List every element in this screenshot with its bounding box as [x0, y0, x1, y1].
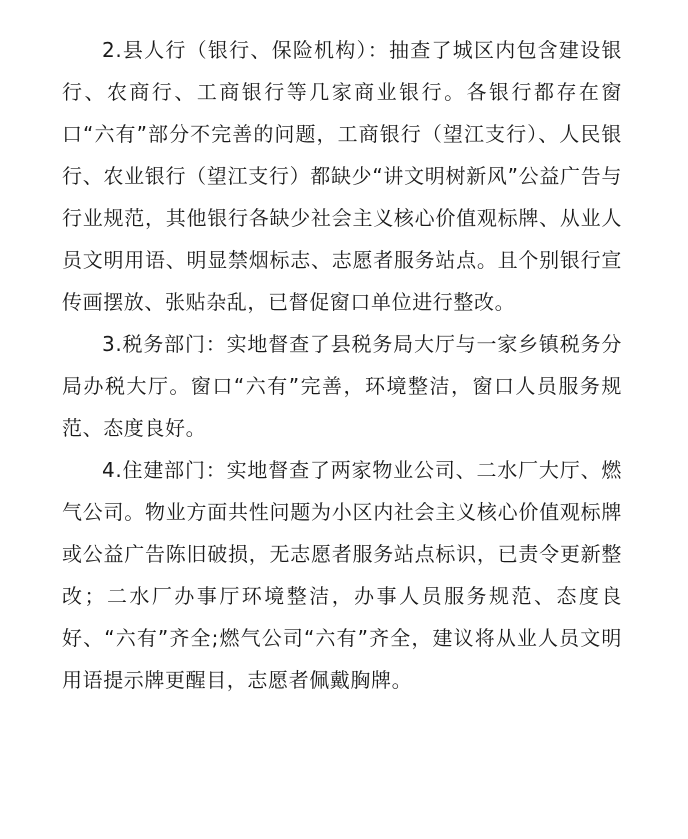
- paragraph-tax-department: 3.税务部门：实地督查了县税务局大厅与一家乡镇税务分局办税大厅。窗口“六有”完善，环境整洁，窗口人员服务规范、态度良好。: [62, 332, 622, 440]
- paragraph-housing-department: 4.住建部门：实地督查了两家物业公司、二水厂大厅、燃气公司。物业方面共性问题为小区内社会主义核心价值观标牌或公益广告陈旧破损，无志愿者服务站点标识，已责令更新整改；二水厂办事厅环境整洁，办事人员服务规范、态度良好、“六有”齐全;燃气公司“六有”齐全，建议将从业人员文明用语提示牌更醒目，志愿者佩戴胸牌。: [62, 458, 622, 692]
- document-body: [62, 29, 622, 701]
- paragraph-county-bank: 2.县人行（银行、保险机构）：抽查了城区内包含建设银行、农商行、工商银行等几家商业银行。各银行都存在窗口“六有”部分不完善的问题，工商银行（望江支行）、人民银行、农业银行（望江支行）都缺少“讲文明树新风”公益广告与行业规范，其他银行各缺少社会主义核心价值观标牌、从业人员文明用语、明显禁烟标志、志愿者服务站点。且个别银行宣传画摆放、张贴杂乱，已督促窗口单位进行整改。: [62, 38, 622, 314]
